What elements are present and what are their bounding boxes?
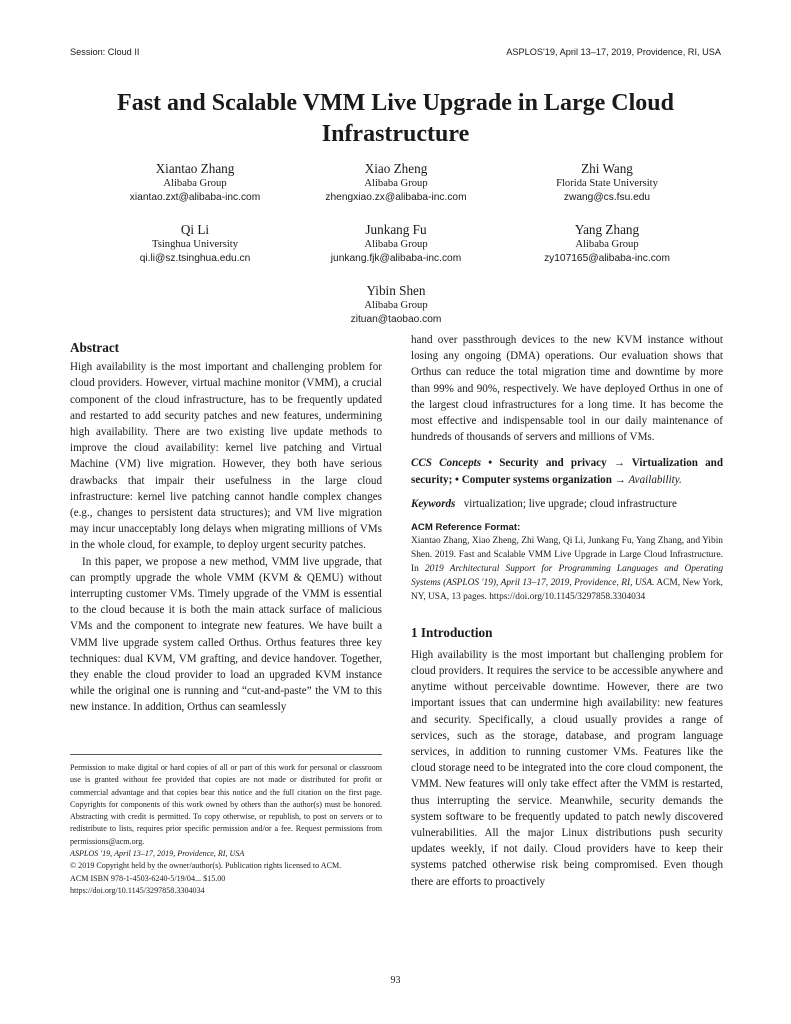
author-name: Zhi Wang — [581, 161, 633, 176]
author-email: qi.li@sz.tsinghua.edu.cn — [139, 253, 251, 264]
author-block — [507, 161, 707, 205]
abstract-paragraph: In this paper, we propose a new method, VMM live upgrade, that can promptly upgrade the whole VMM (KVM & QEMU) without interrupting customer VMs. Timely upgrade of the VMM is essential to the cloud because it is both the main attack surface of malicious VMs and the component to integrate new features. We have built a VMM live upgrade system called Orthus. Orthus features three key techniques: dual KVM, VM grafting, and device handover. Together, they enable the cloud provider to load an upgraded KVM instance while the original one is running and “cut-and-paste” the VM to this new instance. In addition, Orthus can seamlessly — [70, 555, 382, 714]
author-block — [296, 283, 496, 327]
author-name: Yang Zhang — [574, 222, 640, 237]
author-block — [95, 161, 295, 205]
keywords — [411, 496, 723, 512]
author-name: Xiantao Zhang — [155, 161, 235, 176]
author-name: Junkang Fu — [365, 222, 427, 237]
author-email: xiantao.zxt@alibaba-inc.com — [129, 192, 261, 203]
reference-text: Xiantao Zhang, Xiao Zheng, Zhi Wang, Qi Li, Junkang Fu, Yang Zhang, and Yibin Shen. 2019. Fast and Scalable VMM Live Upgrade in Large Cloud Infrastructure. In — [411, 536, 723, 574]
author-block — [296, 161, 496, 205]
author-affiliation: Alibaba Group — [575, 239, 639, 250]
author-affiliation: Florida State University — [556, 178, 658, 189]
author-email: junkang.fjk@alibaba-inc.com — [330, 253, 462, 264]
abstract-paragraph: High availability is the most important and challenging problem for cloud providers. However, virtual machine monitor (VMM), a crucial component of the cloud infrastructure, has to be frequently updated and restarted to add security patches and new features, undermining high availability. There are two existing live update methods to improve the cloud availability: kernel live patching and Virtual Machine (VM) live migration. However, they both have serious drawbacks that impair their usefulness in the large cloud infrastructure: kernel live patching cannot handle complex changes (e.g., changes to persistent data structures); and VM live migration may incur unacceptably long delays when migrating millions of VMs in the whole cloud, for example, to deploy urgent security patches. — [70, 361, 382, 552]
reference-format — [411, 535, 723, 605]
abstract-heading: Abstract — [70, 340, 120, 355]
author-block — [507, 222, 707, 266]
author-name: Qi Li — [180, 222, 210, 237]
reference-venue: 2019 Architectural Support for Programming Languages and Operating Systems (ASPLOS '19), April 13–17, 2019, Providence, RI, USA. — [411, 563, 724, 588]
author-affiliation: Alibaba Group — [364, 300, 428, 311]
ccs-text: • Security and privacy → Virtualization and security; • Computer systems organization → — [411, 457, 723, 486]
author-name: Xiao Zheng — [364, 161, 428, 176]
author-email: zwang@cs.fsu.edu — [563, 192, 651, 203]
keywords-text: virtualization; live upgrade; cloud infrastructure — [463, 497, 677, 510]
abstract-continuation: hand over passthrough devices to the new KVM instance without losing any ongoing (DMA) operations. Our evaluation shows that Orthus can reduce the total migration time and downtime by more than 99% and 90%, respectively. We have deployed Orthus in one of the largest cloud infrastructures for a long time. It has become the most effective and indispensable tool in our daily maintenance of hundreds of thousands of servers and millions of VMs. — [411, 334, 723, 444]
isbn-text: ACM ISBN 978-1-4503-6240-5/19/04... $15.00 — [70, 873, 226, 883]
permission-footnote — [70, 754, 382, 897]
author-affiliation: Alibaba Group — [163, 178, 227, 189]
author-block — [95, 222, 295, 266]
copyright-text: © 2019 Copyright held by the owner/author(s). Publication rights licensed to ACM. — [70, 861, 342, 871]
running-header-session: Session: Cloud II — [70, 47, 140, 57]
left-column — [70, 340, 382, 716]
keywords-label: Keywords — [411, 497, 456, 510]
footnote-venue: ASPLOS '19, April 13–17, 2019, Providence, RI, USA — [70, 849, 245, 859]
ccs-concepts — [411, 455, 723, 487]
page-number: 93 — [390, 975, 401, 986]
ccs-text-italic: Availability. — [628, 473, 682, 486]
doi-text: https://doi.org/10.1145/3297858.3304034 — [70, 885, 205, 895]
author-email: zhengxiao.zx@alibaba-inc.com — [325, 192, 467, 203]
paper-title: Fast and Scalable VMM Live Upgrade in Large Cloud Infrastructure — [117, 90, 674, 147]
author-name: Yibin Shen — [366, 283, 426, 298]
permission-text: Permission to make digital or hard copies of all or part of this work for personal or classroom use is granted without fee provided that copies are not made or distributed for profit or commercial advantage and that copies bear this notice and the full citation on the first page. Copyrights for components of this work owned by others than the author(s) must be honored. Abstracting with credit is permitted. To copy otherwise, or republish, to post on servers or to redistribute to lists, requires prior specific permission and/or a fee. Request permissions from permissions@acm.org. — [70, 763, 382, 846]
author-affiliation: Alibaba Group — [364, 178, 428, 189]
reference-text: ACM, New York, NY, USA, 13 pages. https://doi.org/10.1145/3297858.3304034 — [411, 577, 723, 602]
ccs-label: CCS Concepts — [411, 457, 482, 470]
author-email: zituan@taobao.com — [350, 314, 442, 325]
reference-format-label: ACM Reference Format: — [411, 522, 521, 534]
introduction-paragraph: High availability is the most important but challenging problem for cloud providers. It requires the service to be accessible anywhere and anytime without perceivable downtime. However, there are two important issues that can undermine high availability: new features and security. Specifically, a cloud usually provides a range of services, such as the storage, database, and program language services, in addition to running customer VMs. Features like the cloud storage need to be integrated into the core cloud component, the VMM. New features will only take effect after the VMM is restarted, thus interrupting the service. Meanwhile, security demands the system software to be frequently updated to patch newly discovered vulnerabilities. All the major Linux distributions push security updates weekly, if not daily. Cloud providers have to keep their systems patched otherwise risk being compromised. Even though there are efforts to proactively — [411, 648, 723, 888]
author-affiliation: Tsinghua University — [151, 239, 239, 250]
author-block — [296, 222, 496, 266]
introduction-heading: 1 Introduction — [411, 624, 493, 640]
author-email: zy107165@alibaba-inc.com — [544, 253, 670, 264]
running-header-venue: ASPLOS'19, April 13–17, 2019, Providence, RI, USA — [506, 47, 721, 57]
right-column — [411, 332, 723, 890]
author-affiliation: Alibaba Group — [364, 239, 428, 250]
